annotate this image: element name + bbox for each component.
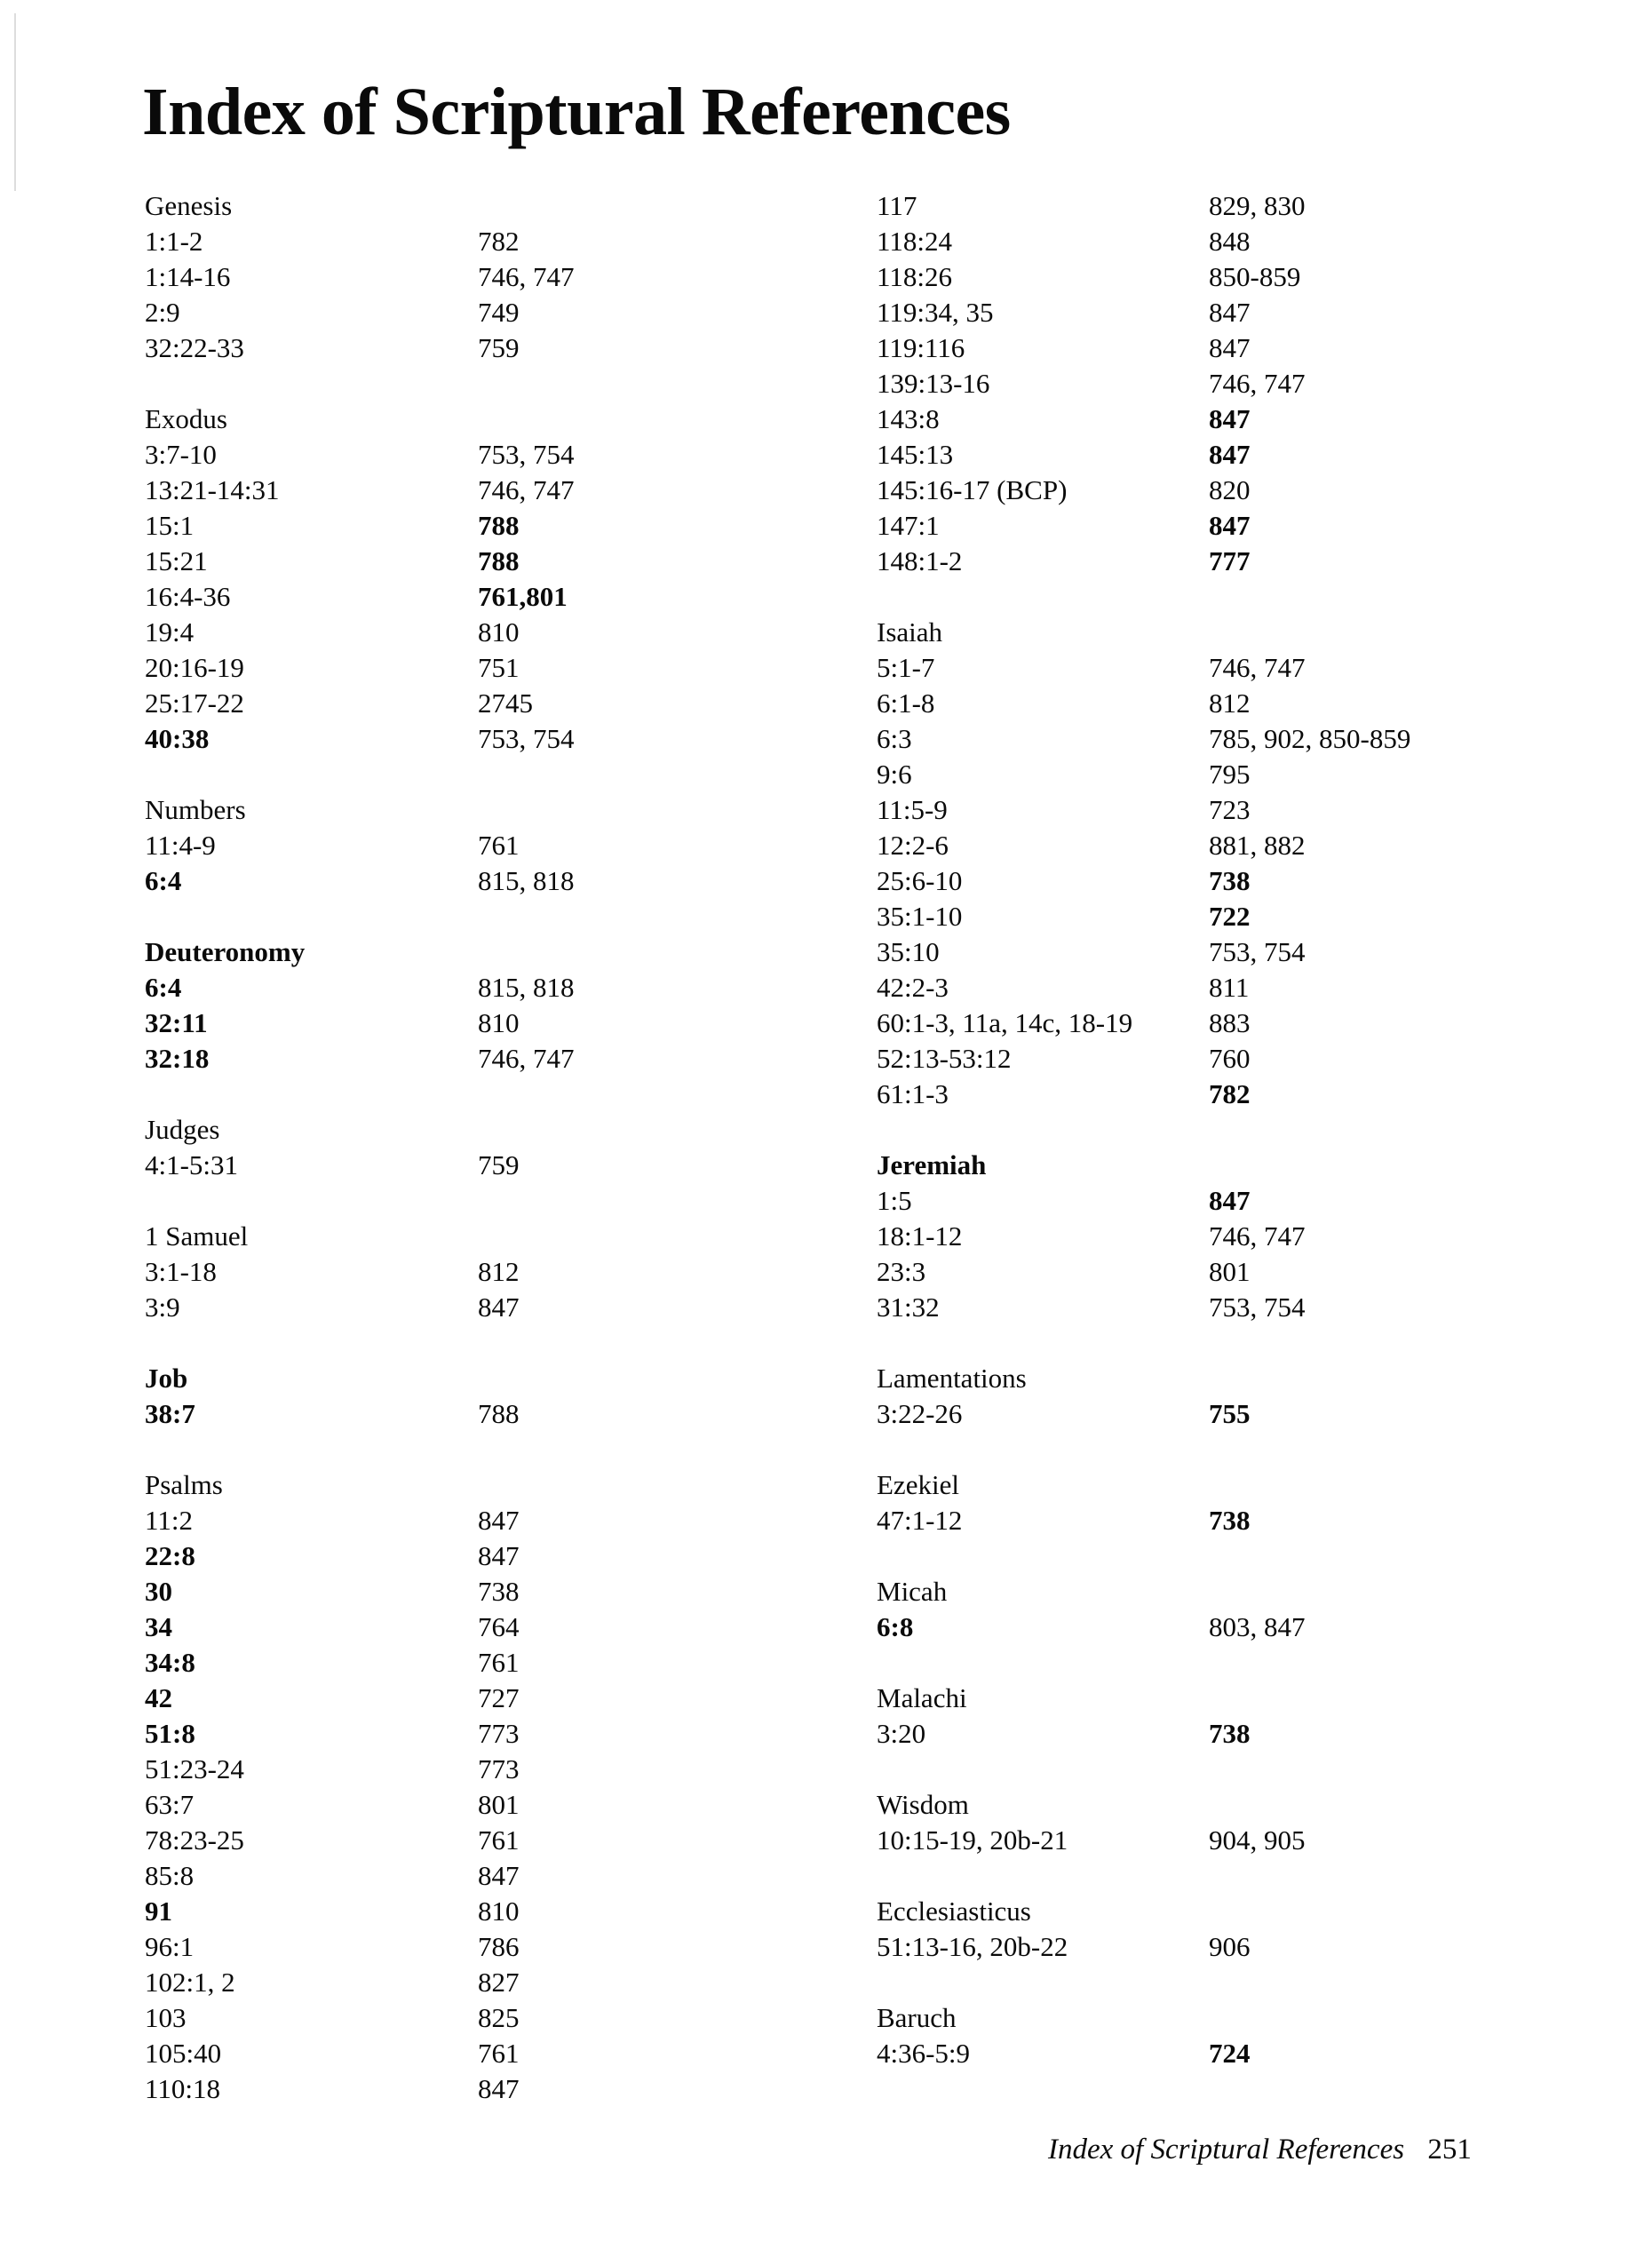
index-entry xyxy=(145,828,873,863)
verse-reference: 11:4-9 xyxy=(145,830,216,861)
index-entry xyxy=(145,1148,873,1183)
verse-reference: 6:8 xyxy=(877,1611,914,1642)
verse-reference: 12:2-6 xyxy=(877,830,949,861)
book-heading xyxy=(877,1894,1605,1929)
book-heading xyxy=(877,1787,1605,1823)
book-name: Exodus xyxy=(145,403,227,434)
page-numbers: 782 xyxy=(1209,1078,1251,1109)
page-numbers: 753, 754 xyxy=(1209,936,1306,967)
page-title: Index of Scriptural References xyxy=(142,75,1011,149)
index-entry xyxy=(877,1503,1605,1538)
page-numbers: 738 xyxy=(1209,1718,1251,1749)
index-entry xyxy=(145,473,873,508)
verse-reference: 6:4 xyxy=(145,972,182,1003)
verse-reference: 148:1-2 xyxy=(877,545,963,576)
verse-reference: 6:3 xyxy=(877,723,912,754)
book-name: Psalms xyxy=(145,1469,223,1500)
page-numbers: 723 xyxy=(1209,794,1251,825)
verse-reference: 30 xyxy=(145,1576,172,1607)
verse-reference: 145:16-17 (BCP) xyxy=(877,474,1068,505)
index-entry xyxy=(145,2000,873,2036)
book-heading xyxy=(145,1467,873,1503)
verse-reference: 10:15-19, 20b-21 xyxy=(877,1824,1068,1856)
page-numbers: 850-859 xyxy=(1209,261,1301,292)
index-entry xyxy=(145,330,873,366)
book-name: Ecclesiasticus xyxy=(877,1895,1031,1927)
verse-reference: 96:1 xyxy=(145,1931,195,1962)
page-numbers: 753, 754 xyxy=(478,439,575,470)
book-heading xyxy=(877,1467,1605,1503)
spacer xyxy=(877,1538,1605,1574)
page-numbers: 847 xyxy=(1209,439,1251,470)
page-numbers: 788 xyxy=(478,545,520,576)
verse-reference: 85:8 xyxy=(145,1860,195,1891)
index-entry xyxy=(145,650,873,686)
verse-reference: 6:4 xyxy=(145,865,182,896)
verse-reference: 119:34, 35 xyxy=(877,297,994,328)
book-name: Ezekiel xyxy=(877,1469,959,1500)
page-numbers: 738 xyxy=(478,1576,520,1607)
scan-artifact xyxy=(14,13,16,191)
index-entry xyxy=(877,473,1605,508)
page-numbers: 810 xyxy=(478,616,520,648)
book-name: Lamentations xyxy=(877,1363,1027,1394)
page-numbers: 738 xyxy=(1209,865,1251,896)
index-entry xyxy=(877,1716,1605,1752)
index-entry xyxy=(145,615,873,650)
index-entry xyxy=(145,1538,873,1574)
book-heading xyxy=(877,2000,1605,2036)
book-name: Job xyxy=(145,1363,188,1394)
index-entry xyxy=(877,863,1605,899)
verse-reference: 102:1, 2 xyxy=(145,1967,235,1998)
page-numbers: 738 xyxy=(1209,1505,1251,1536)
index-entry xyxy=(145,1396,873,1432)
index-column-left xyxy=(145,188,873,2107)
verse-reference: 22:8 xyxy=(145,1540,195,1571)
index-entry xyxy=(145,544,873,579)
page-numbers: 847 xyxy=(1209,510,1251,541)
page-numbers: 847 xyxy=(478,1505,520,1536)
page-numbers: 761 xyxy=(478,2038,520,2069)
page-numbers: 722 xyxy=(1209,901,1251,932)
page-numbers: 764 xyxy=(478,1611,520,1642)
index-entry xyxy=(877,1041,1605,1077)
index-entry xyxy=(145,1609,873,1645)
index-entry xyxy=(145,437,873,473)
index-entry xyxy=(877,1254,1605,1290)
page-numbers: 746, 747 xyxy=(478,1043,575,1074)
book-heading xyxy=(145,188,873,224)
index-entry xyxy=(145,1005,873,1041)
index-entry xyxy=(877,2036,1605,2071)
page-numbers: 761 xyxy=(478,1824,520,1856)
page-numbers: 810 xyxy=(478,1007,520,1038)
verse-reference: 25:6-10 xyxy=(877,865,963,896)
page-numbers: 788 xyxy=(478,1398,520,1429)
running-footer xyxy=(1048,2134,1472,2166)
page-numbers: 746, 747 xyxy=(1209,368,1306,399)
spacer xyxy=(877,1432,1605,1467)
verse-reference: 23:3 xyxy=(877,1256,926,1287)
page-numbers: 746, 747 xyxy=(1209,1220,1306,1252)
spacer xyxy=(877,579,1605,615)
index-entry xyxy=(145,686,873,721)
index-entry xyxy=(877,1077,1605,1112)
page-numbers: 773 xyxy=(478,1753,520,1784)
page-numbers: 827 xyxy=(478,1967,520,1998)
verse-reference: 32:18 xyxy=(145,1043,210,1074)
page-numbers: 785, 902, 850-859 xyxy=(1209,723,1411,754)
page-numbers: 810 xyxy=(478,1895,520,1927)
index-entry xyxy=(145,1290,873,1325)
page-numbers: 760 xyxy=(1209,1043,1251,1074)
verse-reference: 3:9 xyxy=(145,1291,180,1323)
book-name: Jeremiah xyxy=(877,1149,987,1180)
page-numbers: 803, 847 xyxy=(1209,1611,1306,1642)
book-heading xyxy=(877,1681,1605,1716)
spacer xyxy=(877,1112,1605,1148)
index-entry xyxy=(145,1929,873,1965)
index-entry xyxy=(877,1005,1605,1041)
index-entry xyxy=(145,2036,873,2071)
verse-reference: 42 xyxy=(145,1682,172,1713)
index-entry xyxy=(877,437,1605,473)
index-entry xyxy=(877,721,1605,757)
index-entry xyxy=(877,686,1605,721)
verse-reference: 51:13-16, 20b-22 xyxy=(877,1931,1068,1962)
index-entry xyxy=(145,863,873,899)
page-numbers: 746, 747 xyxy=(478,474,575,505)
page-numbers: 724 xyxy=(1209,2038,1251,2069)
book-name: Judges xyxy=(145,1114,220,1145)
index-entry xyxy=(145,1574,873,1609)
book-heading xyxy=(145,1112,873,1148)
verse-reference: 35:1-10 xyxy=(877,901,963,932)
page-numbers: 753, 754 xyxy=(478,723,575,754)
index-entry xyxy=(877,366,1605,401)
index-entry xyxy=(877,401,1605,437)
spacer xyxy=(877,1965,1605,2000)
verse-reference: 60:1-3, 11a, 14c, 18-19 xyxy=(877,1007,1133,1038)
spacer xyxy=(145,757,873,792)
book-heading xyxy=(877,1148,1605,1183)
verse-reference: 3:20 xyxy=(877,1718,926,1749)
book-name: Malachi xyxy=(877,1682,967,1713)
page-numbers: 761,801 xyxy=(478,581,568,612)
page-numbers: 904, 905 xyxy=(1209,1824,1306,1856)
index-column-right xyxy=(877,188,1605,2071)
verse-reference: 105:40 xyxy=(145,2038,222,2069)
index-entry xyxy=(145,1681,873,1716)
page-numbers: 782 xyxy=(478,226,520,257)
verse-reference: 118:26 xyxy=(877,261,952,292)
page-numbers: 847 xyxy=(1209,297,1251,328)
verse-reference: 52:13-53:12 xyxy=(877,1043,1012,1074)
book-name: Baruch xyxy=(877,2002,957,2033)
book-name: Deuteronomy xyxy=(145,936,306,967)
page-numbers: 2745 xyxy=(478,687,533,719)
book-heading xyxy=(877,1574,1605,1609)
verse-reference: 40:38 xyxy=(145,723,210,754)
spacer xyxy=(145,1325,873,1361)
index-entry xyxy=(877,295,1605,330)
verse-reference: 25:17-22 xyxy=(145,687,244,719)
verse-reference: 63:7 xyxy=(145,1789,195,1820)
spacer xyxy=(877,1645,1605,1681)
verse-reference: 6:1-8 xyxy=(877,687,935,719)
book-name: Wisdom xyxy=(877,1789,969,1820)
index-entry xyxy=(877,650,1605,686)
verse-reference: 103 xyxy=(145,2002,187,2033)
book-heading xyxy=(145,1361,873,1396)
page-numbers: 847 xyxy=(478,1540,520,1571)
index-entry xyxy=(877,259,1605,295)
index-entry xyxy=(145,1645,873,1681)
index-entry xyxy=(145,579,873,615)
spacer xyxy=(145,1183,873,1219)
book-name: Isaiah xyxy=(877,616,943,648)
index-entry xyxy=(145,1823,873,1858)
index-entry xyxy=(877,1290,1605,1325)
book-name: Micah xyxy=(877,1576,948,1607)
verse-reference: 119:116 xyxy=(877,332,965,363)
page-numbers: 773 xyxy=(478,1718,520,1749)
book-name: 1 Samuel xyxy=(145,1220,249,1252)
index-entry xyxy=(145,1894,873,1929)
verse-reference: 5:1-7 xyxy=(877,652,935,683)
page-numbers: 847 xyxy=(1209,332,1251,363)
page-numbers: 801 xyxy=(478,1789,520,1820)
verse-reference: 13:21-14:31 xyxy=(145,474,280,505)
page-numbers: 825 xyxy=(478,2002,520,2033)
page-numbers: 795 xyxy=(1209,759,1251,790)
index-entry xyxy=(145,1752,873,1787)
verse-reference: 1:1-2 xyxy=(145,226,203,257)
index-entry xyxy=(877,508,1605,544)
index-entry xyxy=(877,1183,1605,1219)
index-entry xyxy=(877,1823,1605,1858)
verse-reference: 15:21 xyxy=(145,545,208,576)
index-entry xyxy=(877,970,1605,1005)
verse-reference: 2:9 xyxy=(145,297,180,328)
verse-reference: 31:32 xyxy=(877,1291,940,1323)
book-heading xyxy=(145,934,873,970)
book-name: Genesis xyxy=(145,190,233,221)
spacer xyxy=(877,1325,1605,1361)
page-numbers: 848 xyxy=(1209,226,1251,257)
index-entry xyxy=(877,828,1605,863)
verse-reference: 117 xyxy=(877,190,917,221)
book-heading xyxy=(145,792,873,828)
verse-reference: 118:24 xyxy=(877,226,952,257)
index-entry xyxy=(145,2071,873,2107)
page-numbers: 812 xyxy=(1209,687,1251,719)
verse-reference: 42:2-3 xyxy=(877,972,949,1003)
page-numbers: 847 xyxy=(478,1860,520,1891)
index-entry xyxy=(145,1716,873,1752)
page-numbers: 883 xyxy=(1209,1007,1251,1038)
index-entry xyxy=(145,295,873,330)
verse-reference: 34 xyxy=(145,1611,172,1642)
verse-reference: 143:8 xyxy=(877,403,940,434)
spacer xyxy=(145,1077,873,1112)
page-numbers: 761 xyxy=(478,1647,520,1678)
page-numbers: 786 xyxy=(478,1931,520,1962)
verse-reference: 34:8 xyxy=(145,1647,195,1678)
verse-reference: 15:1 xyxy=(145,510,195,541)
page-numbers: 746, 747 xyxy=(478,261,575,292)
page-numbers: 801 xyxy=(1209,1256,1251,1287)
verse-reference: 1:14-16 xyxy=(145,261,231,292)
book-name: Numbers xyxy=(145,794,246,825)
verse-reference: 9:6 xyxy=(877,759,912,790)
page-numbers: 847 xyxy=(478,2073,520,2104)
page-numbers: 753, 754 xyxy=(1209,1291,1306,1323)
spacer xyxy=(145,366,873,401)
index-entry xyxy=(877,1219,1605,1254)
verse-reference: 78:23-25 xyxy=(145,1824,244,1856)
spacer xyxy=(877,1752,1605,1787)
page-numbers: 759 xyxy=(478,332,520,363)
verse-reference: 18:1-12 xyxy=(877,1220,963,1252)
index-entry xyxy=(145,259,873,295)
verse-reference: 147:1 xyxy=(877,510,940,541)
verse-reference: 3:1-18 xyxy=(145,1256,217,1287)
verse-reference: 110:18 xyxy=(145,2073,220,2104)
index-entry xyxy=(877,1929,1605,1965)
verse-reference: 3:22-26 xyxy=(877,1398,963,1429)
spacer xyxy=(145,899,873,934)
verse-reference: 51:8 xyxy=(145,1718,195,1749)
page-numbers: 749 xyxy=(478,297,520,328)
index-entry xyxy=(877,224,1605,259)
running-title: Index of Scriptural References xyxy=(1048,2134,1405,2166)
index-entry xyxy=(145,1858,873,1894)
index-entry xyxy=(145,970,873,1005)
index-entry xyxy=(145,1041,873,1077)
page-numbers: 815, 818 xyxy=(478,865,575,896)
verse-reference: 91 xyxy=(145,1895,172,1927)
index-entry xyxy=(877,757,1605,792)
page-numbers: 746, 747 xyxy=(1209,652,1306,683)
verse-reference: 51:23-24 xyxy=(145,1753,244,1784)
book-heading xyxy=(877,615,1605,650)
page-numbers: 788 xyxy=(478,510,520,541)
index-entry xyxy=(145,1254,873,1290)
verse-reference: 47:1-12 xyxy=(877,1505,963,1536)
index-entry xyxy=(145,508,873,544)
verse-reference: 32:11 xyxy=(145,1007,208,1038)
page-numbers: 906 xyxy=(1209,1931,1251,1962)
page-numbers: 761 xyxy=(478,830,520,861)
verse-reference: 38:7 xyxy=(145,1398,195,1429)
verse-reference: 61:1-3 xyxy=(877,1078,949,1109)
verse-reference: 32:22-33 xyxy=(145,332,244,363)
verse-reference: 16:4-36 xyxy=(145,581,231,612)
page-numbers: 751 xyxy=(478,652,520,683)
verse-reference: 4:36-5:9 xyxy=(877,2038,971,2069)
verse-reference: 20:16-19 xyxy=(145,652,244,683)
index-entry xyxy=(877,1396,1605,1432)
verse-reference: 11:2 xyxy=(145,1505,193,1536)
book-heading xyxy=(145,1219,873,1254)
page-numbers: 815, 818 xyxy=(478,972,575,1003)
spacer xyxy=(145,1432,873,1467)
index-entry xyxy=(145,1787,873,1823)
verse-reference: 145:13 xyxy=(877,439,954,470)
verse-reference: 35:10 xyxy=(877,936,940,967)
index-entry xyxy=(877,188,1605,224)
page-numbers: 820 xyxy=(1209,474,1251,505)
page-numbers: 829, 830 xyxy=(1209,190,1306,221)
page-numbers: 811 xyxy=(1209,972,1250,1003)
index-entry xyxy=(877,1609,1605,1645)
page-numbers: 812 xyxy=(478,1256,520,1287)
verse-reference: 139:13-16 xyxy=(877,368,990,399)
page-numbers: 847 xyxy=(478,1291,520,1323)
index-entry xyxy=(145,1503,873,1538)
verse-reference: 3:7-10 xyxy=(145,439,217,470)
verse-reference: 11:5-9 xyxy=(877,794,948,825)
index-entry xyxy=(877,330,1605,366)
page-numbers: 777 xyxy=(1209,545,1251,576)
index-entry xyxy=(877,899,1605,934)
page-numbers: 881, 882 xyxy=(1209,830,1306,861)
book-heading xyxy=(145,401,873,437)
page-numbers: 847 xyxy=(1209,403,1251,434)
verse-reference: 1:5 xyxy=(877,1185,912,1216)
verse-reference: 4:1-5:31 xyxy=(145,1149,239,1180)
verse-reference: 19:4 xyxy=(145,616,195,648)
page-numbers: 847 xyxy=(1209,1185,1251,1216)
index-entry xyxy=(145,224,873,259)
index-entry xyxy=(877,792,1605,828)
book-heading xyxy=(877,1361,1605,1396)
index-entry xyxy=(145,721,873,757)
page-number: 251 xyxy=(1427,2134,1472,2166)
page-numbers: 755 xyxy=(1209,1398,1251,1429)
index-entry xyxy=(145,1965,873,2000)
index-entry xyxy=(877,934,1605,970)
page-numbers: 727 xyxy=(478,1682,520,1713)
page-numbers: 759 xyxy=(478,1149,520,1180)
spacer xyxy=(877,1858,1605,1894)
index-entry xyxy=(877,544,1605,579)
